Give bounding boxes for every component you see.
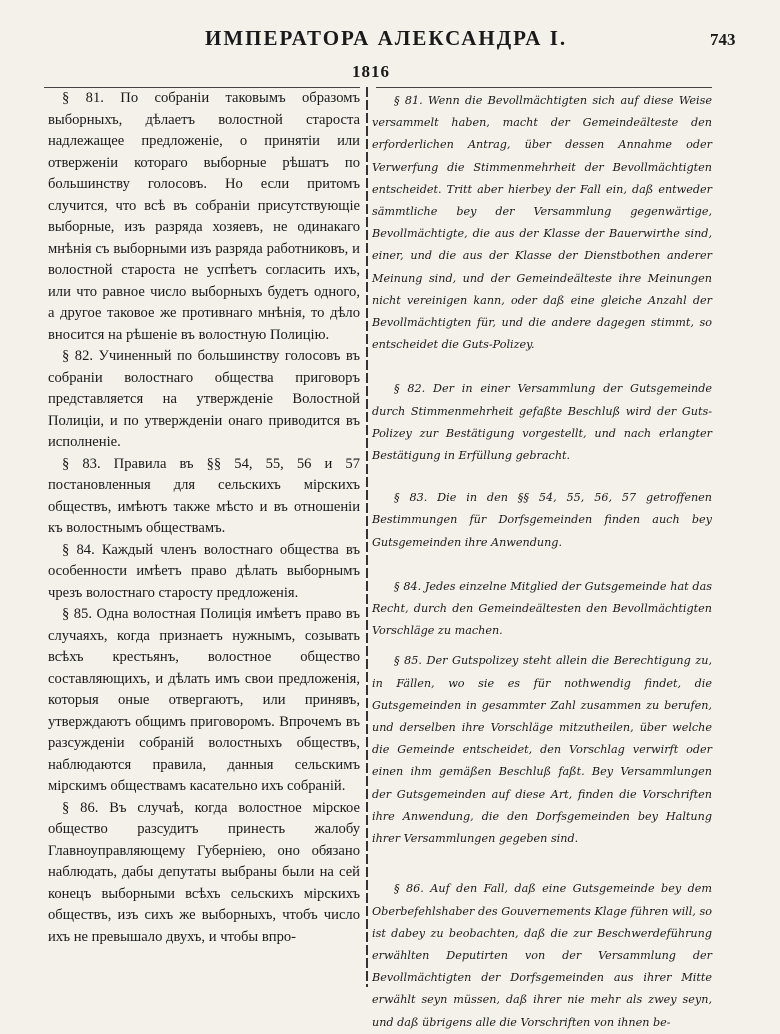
paragraph-85-de: § 85. Der Gutspolizey steht allein die Berechtigung zu, in Fällen, wo sie es für nothwendig findet, die Gutsgemeinden in gesammter Zahl zusammen zu berufen, und derselben ihre Vorschläge mitzutheilen, über welche die Gemeinde entscheidet, den Vorschlag verwirft oder einen ihm gemäßen Beschluß faßt. Bey Versammlungen der Gutsgemeinden auf diese Art, finden die Vorschriften ihre Anwendung, die den Dorfsgemeinden bey Haltung ihrer Versammlungen gegeben sind. bbox=[372, 654, 712, 846]
paragraph-84-de: § 84. Jedes einzelne Mitglied der Gutsgemeinde hat das Recht, durch den Gemeindeältesten den Bevollmächtigten Vorschläge zu machen. bbox=[372, 579, 712, 638]
paragraph-82-de: § 82. Der in einer Versammlung der Gutsgemeinde durch Stimmenmehrheit gefaßte Beschluß wird der Guts-Polizey zur Bestätigung vorgestellt, und nach erlangter Bestätigung in Erfüllung gebracht. bbox=[372, 382, 712, 463]
russian-column bbox=[48, 88, 360, 948]
year-heading: 1816 bbox=[352, 62, 390, 81]
paragraph-82-ru: § 82. Учиненный по большинству голосовъ въ собраніи волостнаго общества приговоръ представляется на утвержденіе Волостной Полиціи, и по утвержденіи онаго приводится въ исполненіе. bbox=[48, 348, 360, 450]
paragraph-83-de: § 83. Die in den §§ 54, 55, 56, 57 getroffenen Bestimmungen für Dorfsgemeinden finden auch bey Gutsgemeinden ihre Anwendung. bbox=[372, 491, 712, 549]
german-column bbox=[372, 90, 712, 1034]
paragraph-86-ru: § 86. Въ случаѣ, когда волостное мірское общество разсудитъ принесть жалобу Главноуправляющему Губерніею, оно обязано наблюдать, дабы депутаты выбраны были на сей конецъ выборными всѣхъ сельскихъ мірскихъ обществъ, изъ сихъ же выборныхъ, чтобъ число ихъ не превышало двухъ, и чтобы впро- bbox=[48, 799, 360, 945]
paragraph-83-ru: § 83. Правила въ §§ 54, 55, 56 и 57 постановленныя для сельскихъ мірскихъ обществъ, имѣютъ также мѣсто и въ отношеніи къ волостнымъ обществамъ. bbox=[48, 455, 360, 536]
header-rule-right bbox=[376, 87, 712, 88]
running-head: ИМПЕРАТОРА АЛЕКСАНДРА I. bbox=[205, 26, 568, 50]
paragraph-85-ru: § 85. Одна волостная Полиція имѣетъ право въ случаяхъ, когда признаетъ нужнымъ, созывать всѣхъ крестьянъ, волостное общество составляющихъ, и дѣлать имъ свои предложенія, которыя оные отвергаютъ, или принявъ, утверждаютъ общимъ приговоромъ. Впрочемъ въ разсужденіи собраній волостныхъ обществъ, наблюдаются правила, данныя сельскимъ мірскимъ обществамъ касательно ихъ собраній. bbox=[48, 606, 360, 794]
paragraph-84-ru: § 84. Каждый членъ волостнаго общества въ особенности имѣетъ право дѣлать выборнымъ чрезъ волостнаго старосту предложенія. bbox=[48, 541, 360, 601]
paragraph-81-ru: § 81. По собраніи таковымъ образомъ выборныхъ, дѣлаетъ волостной староста надлежащее предложеніе, о принятіи или отверженіи котораго выборные рѣшатъ по большинству голосовъ. Но если притомъ случится, что всѣ въ собраніи присутствующіе выборные, изъ разряда хозяевъ, не одинакаго мнѣнія съ выборными изъ разряда работниковъ, и волостной староста не успѣетъ согласить ихъ, или что равное число выборныхъ будетъ одного, а другое таковое же противнаго мнѣнія, то дѣло вносится на рѣшеніе въ волостную Полицію. bbox=[48, 90, 360, 343]
page-number: 743 bbox=[710, 30, 736, 49]
paragraph-86-de: § 86. Auf den Fall, daß eine Gutsgemeinde bey dem Oberbefehlshaber des Gouvernements Klage führen will, so ist dabey zu beobachten, daß die zur Beschwerdeführung erwählten Deputirten von der Versammlung der Bevollmächtigten der Dorfsgemeinden aus ihrer Mitte erwählt seyn müssen, daß ihrer nie mehr als zwey seyn, und daß übrigens alle die Vorschriften von ihnen be- bbox=[372, 882, 712, 1029]
column-divider bbox=[366, 87, 368, 987]
paragraph-81-de: § 81. Wenn die Bevollmächtigten sich auf diese Weise versammelt haben, macht der Gemeindeälteste den erforderlichen Antrag, über dessen Annahme oder Verwerfung die Stimmenmehrheit der Bevollmächtigten entscheidet. Tritt aber hierbey der Fall ein, daß entweder sämmtliche bey der Versammlung gegenwärtige, Bevollmächtigte, die aus der Klasse der Bauerwirthe sind, einer, und die aus der Klasse der Dienstbothen anderer Meinung sind, und der Gemeindeälteste ihre Meinungen nicht vereinigen kann, oder daß eine gleiche Anzahl der Bevollmächtigten für, und die andere dagegen stimmt, so entscheidet die Guts-Polizey. bbox=[372, 94, 712, 352]
